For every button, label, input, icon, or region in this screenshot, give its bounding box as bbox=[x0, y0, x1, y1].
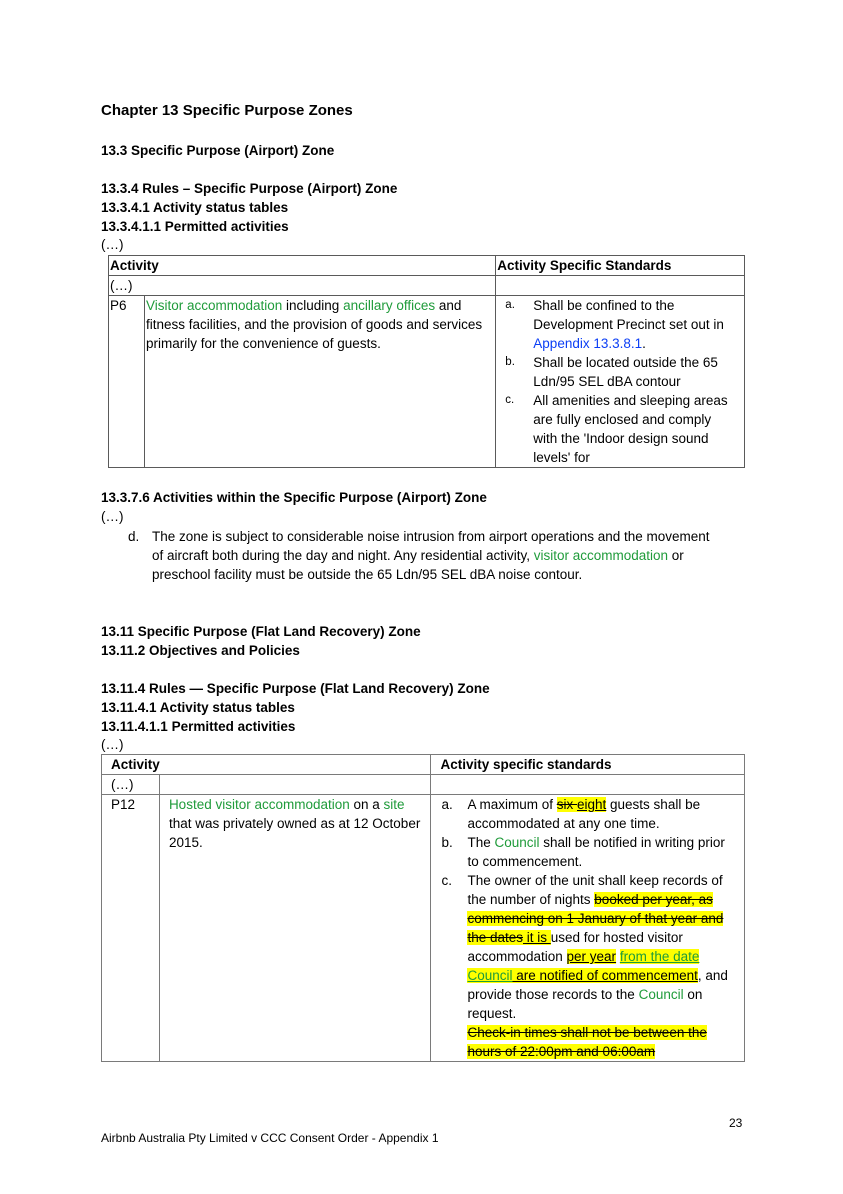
text: that was privately owned as at 12 October 2015. bbox=[168, 816, 421, 850]
ellipsis: (…) bbox=[101, 237, 124, 252]
text: A maximum of bbox=[467, 797, 557, 812]
section-heading-airport-zone: 13.3 Specific Purpose (Airport) Zone bbox=[101, 143, 335, 158]
text: Shall be confined to the Development Precinct set out in bbox=[533, 298, 724, 332]
list-item bbox=[437, 1023, 738, 1061]
empty-cell bbox=[496, 276, 745, 296]
table-row bbox=[109, 276, 745, 296]
list-item bbox=[437, 871, 738, 1023]
inserted-text: are notified of commencement bbox=[512, 968, 698, 983]
table-header-row bbox=[109, 256, 745, 276]
list-item bbox=[437, 833, 738, 871]
column-header-activity: Activity bbox=[109, 256, 496, 276]
inserted-text: it is bbox=[523, 930, 551, 945]
ellipsis: (…) bbox=[101, 509, 124, 524]
text: used for hosted visitor accommodation bbox=[467, 930, 683, 964]
appendix-link[interactable]: Appendix 13.3.8.1 bbox=[533, 336, 643, 351]
text: , and provide those records to the bbox=[467, 968, 728, 1002]
term-council: Council bbox=[494, 835, 540, 850]
activity-tables-heading-flat-land: 13.11.4.1 Activity status tables bbox=[101, 700, 295, 715]
text: The bbox=[467, 835, 495, 850]
permitted-activities-heading-flat-land: 13.11.4.1.1 Permitted activities bbox=[101, 719, 296, 734]
text: and fitness facilities, and the provision of goods and services primarily for the convenience of guests. bbox=[145, 298, 483, 351]
deleted-text: booked per year, as commencing on 1 January of that year and the dates bbox=[467, 892, 724, 945]
ellipsis-cell: (…) bbox=[102, 775, 160, 795]
text: The zone is subject to considerable noise intrusion from airport operations and the movement of aircraft both during the day and night. Any residential activity, bbox=[152, 529, 710, 563]
text: guests shall be accommodated at any one time. bbox=[467, 797, 701, 831]
empty-cell bbox=[159, 775, 431, 795]
term-council: Council bbox=[638, 987, 684, 1002]
standards-list bbox=[437, 795, 738, 1061]
column-header-activity: Activity bbox=[102, 755, 431, 775]
text: The owner of the unit shall keep records of the number of nights bbox=[467, 873, 723, 907]
list-marker: a. bbox=[441, 797, 453, 812]
table-row bbox=[102, 795, 745, 1062]
table-row bbox=[102, 775, 745, 795]
term-visitor-accommodation: visitor accommodation bbox=[533, 548, 669, 563]
activity-id: P12 bbox=[102, 795, 160, 1062]
activity-id: P6 bbox=[109, 296, 145, 468]
list-marker: a. bbox=[505, 299, 515, 311]
ellipsis-cell: (…) bbox=[109, 276, 496, 296]
list-marker: c. bbox=[441, 873, 452, 888]
standards-list bbox=[499, 296, 736, 467]
inserted-text: from the date Council bbox=[467, 949, 700, 983]
deleted-text: six bbox=[556, 797, 577, 812]
ellipsis: (…) bbox=[101, 737, 124, 752]
airport-permitted-activities-table bbox=[108, 255, 745, 468]
term-visitor-accommodation: Visitor accommodation bbox=[145, 298, 283, 313]
rules-heading-flat-land: 13.11.4 Rules — Specific Purpose (Flat Land Recovery) Zone bbox=[101, 681, 490, 696]
activity-standards bbox=[431, 795, 745, 1062]
text: All amenities and sleeping areas are fully enclosed and comply with the 'Indoor design sound levels' for bbox=[533, 393, 728, 465]
chapter-title: Chapter 13 Specific Purpose Zones bbox=[101, 102, 353, 119]
footer: Airbnb Australia Pty Limited v CCC Consent Order - Appendix 1 bbox=[101, 1131, 439, 1145]
term-ancillary-offices: ancillary offices bbox=[343, 298, 436, 313]
table-row bbox=[109, 296, 745, 468]
paragraph-d-text bbox=[152, 527, 712, 584]
term-site: site bbox=[383, 797, 405, 812]
list-marker: d. bbox=[128, 529, 140, 544]
list-marker: b. bbox=[505, 356, 515, 368]
text: or preschool facility must be outside the 65 Ldn/95 SEL dBA noise contour. bbox=[152, 548, 684, 582]
text: including bbox=[282, 298, 344, 313]
list-item bbox=[499, 296, 736, 353]
activity-tables-heading-airport: 13.3.4.1 Activity status tables bbox=[101, 200, 289, 215]
list-item bbox=[499, 353, 736, 391]
paragraph-d bbox=[128, 527, 708, 605]
list-marker: b. bbox=[441, 835, 453, 850]
text: . bbox=[642, 336, 646, 351]
section-heading-airport-activities: 13.3.7.6 Activities within the Specific Purpose (Airport) Zone bbox=[101, 490, 487, 505]
list-item bbox=[499, 391, 736, 467]
column-header-standards: Activity Specific Standards bbox=[496, 256, 745, 276]
term-hosted-visitor-accommodation: Hosted visitor accommodation bbox=[168, 797, 350, 812]
page-number: 23 bbox=[729, 1116, 743, 1130]
list-item bbox=[437, 795, 738, 833]
table-header-row bbox=[102, 755, 745, 775]
inserted-text: per year bbox=[566, 949, 617, 964]
rules-heading-airport: 13.3.4 Rules – Specific Purpose (Airport) Zone bbox=[101, 181, 398, 196]
permitted-activities-heading-airport: 13.3.4.1.1 Permitted activities bbox=[101, 219, 289, 234]
text: shall be notified in writing prior to commencement. bbox=[467, 835, 725, 869]
activity-description bbox=[159, 795, 431, 1062]
text: on a bbox=[349, 797, 384, 812]
text: Shall be located outside the 65 Ldn/95 SEL dBA contour bbox=[533, 355, 718, 389]
section-heading-flat-land: 13.11 Specific Purpose (Flat Land Recovery) Zone bbox=[101, 624, 421, 639]
list-marker: c. bbox=[505, 394, 515, 406]
activity-standards bbox=[496, 296, 745, 468]
inserted-text: eight bbox=[577, 797, 607, 812]
text: on request. bbox=[467, 987, 703, 1021]
empty-cell bbox=[431, 775, 745, 795]
objectives-heading: 13.11.2 Objectives and Policies bbox=[101, 643, 300, 658]
column-header-standards: Activity specific standards bbox=[431, 755, 745, 775]
flat-land-permitted-activities-table bbox=[101, 754, 745, 1062]
activity-description bbox=[144, 296, 495, 468]
deleted-clause: Check-in times shall not be between the hours of 22:00pm and 06:00am bbox=[467, 1025, 707, 1059]
